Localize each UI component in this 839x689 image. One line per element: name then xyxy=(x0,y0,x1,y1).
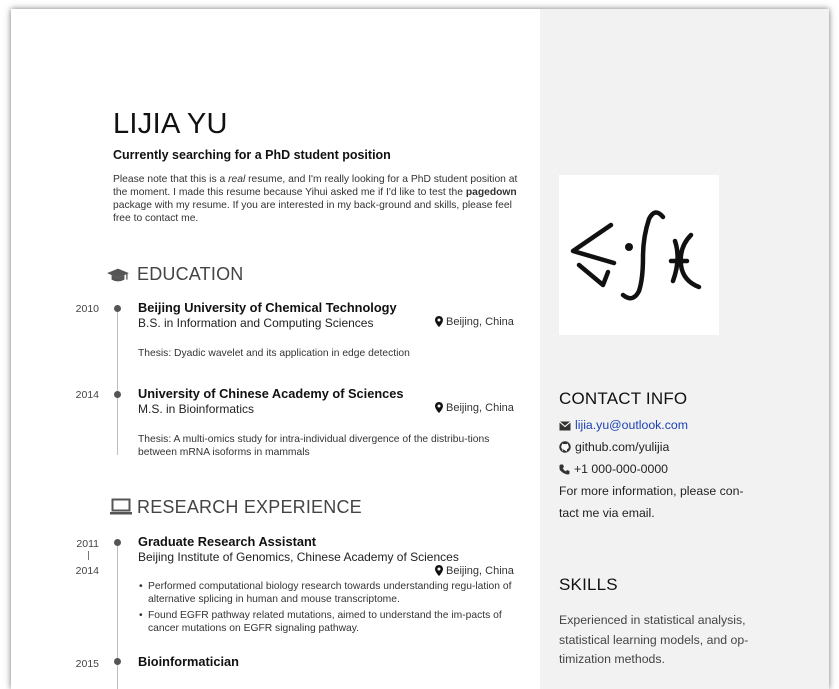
list-item: • Found EGFR pathway related mutations, aimed to understand the im-pacts of cancer mutations on EGFR signaling pathway. xyxy=(139,609,517,635)
main-column xyxy=(11,9,540,689)
page-title: LIJIA YU xyxy=(113,108,228,140)
intro-text: Please note that this is a xyxy=(113,174,229,185)
tagline: Currently searching for a PhD student position xyxy=(113,148,391,162)
bullet-list xyxy=(139,580,517,638)
position-title: Bioinformatician xyxy=(138,654,239,669)
contact-note: For more information, please con-tact me via email. xyxy=(559,484,744,520)
research-title: RESEARCH EXPERIENCE xyxy=(137,497,362,517)
timeline-dot xyxy=(114,658,121,665)
intro-emphasis: real xyxy=(228,174,246,185)
contact-title: CONTACT INFO xyxy=(559,389,688,408)
degree: B.S. in Information and Computing Sciences xyxy=(138,316,374,330)
entry-year: 2015 xyxy=(75,658,99,670)
intro-bold: pagedown xyxy=(465,187,517,198)
github-link[interactable]: github.com/yulijia xyxy=(575,440,670,454)
education-title: EDUCATION xyxy=(137,264,244,284)
institution: Beijing Institute of Genomics, Chinese Academy of Sciences xyxy=(138,550,459,564)
education-timeline xyxy=(117,305,118,455)
map-marker-icon xyxy=(435,316,443,327)
phone-icon xyxy=(559,464,570,475)
envelope-icon xyxy=(559,421,571,431)
graduation-cap-icon xyxy=(107,266,129,284)
email-link[interactable]: lijia.yu@outlook.com xyxy=(575,418,688,432)
location xyxy=(435,565,514,577)
location-text: Beijing, China xyxy=(446,565,514,577)
entry-year-start: 2011 xyxy=(76,538,99,550)
intro-text: resume, and I'm really looking for a PhD student position at the moment. I made this resume because Yihui asked me if I'd like to test the xyxy=(113,174,518,198)
timeline-dot xyxy=(114,391,121,398)
phone-number: +1 000-000-0000 xyxy=(574,462,669,476)
sidebar xyxy=(540,9,829,689)
signature-logo xyxy=(559,175,719,335)
location xyxy=(435,402,514,414)
laptop-icon xyxy=(110,498,132,516)
degree: M.S. in Bioinformatics xyxy=(138,402,255,416)
location-text: Beijing, China xyxy=(446,316,514,328)
phone-row xyxy=(559,458,668,480)
skills-title: SKILLS xyxy=(559,575,618,594)
email-row xyxy=(559,414,688,436)
timeline-dot xyxy=(114,539,121,546)
timeline-dot xyxy=(114,305,121,312)
school-name: University of Chinese Academy of Sciences xyxy=(138,386,404,401)
signature-image xyxy=(559,175,719,335)
intro-text: package with my resume. If you are interested in my back-ground and skills, please feel free to contact me. xyxy=(113,200,512,224)
entry-year: 2014 xyxy=(75,389,99,401)
location xyxy=(435,316,514,328)
github-icon xyxy=(559,441,571,453)
entry-year: 2010 xyxy=(75,303,99,315)
thesis: Thesis: A multi-omics study for intra-individual divergence of the distribu-tions between mRNA isoforms in mammals xyxy=(138,434,490,458)
research-timeline xyxy=(117,539,118,689)
resume-page xyxy=(11,9,829,689)
school-name: Beijing University of Chemical Technology xyxy=(138,300,397,315)
intro-paragraph xyxy=(113,173,523,225)
location-text: Beijing, China xyxy=(446,402,514,414)
list-item: • Performed computational biology research towards understanding regu-lation of alternative splicing in human and mouse transcriptome. xyxy=(139,580,517,606)
skills-text: Experienced in statistical analysis, statistical learning models, and op-timization methods. xyxy=(559,613,749,666)
map-marker-icon xyxy=(435,402,443,413)
entry-year-end: 2014 xyxy=(75,565,99,577)
github-row xyxy=(559,436,669,458)
thesis: Thesis: Dyadic wavelet and its application in edge detection xyxy=(138,348,410,359)
map-marker-icon xyxy=(435,565,443,576)
position-title: Graduate Research Assistant xyxy=(138,534,317,549)
year-separator xyxy=(88,551,89,560)
